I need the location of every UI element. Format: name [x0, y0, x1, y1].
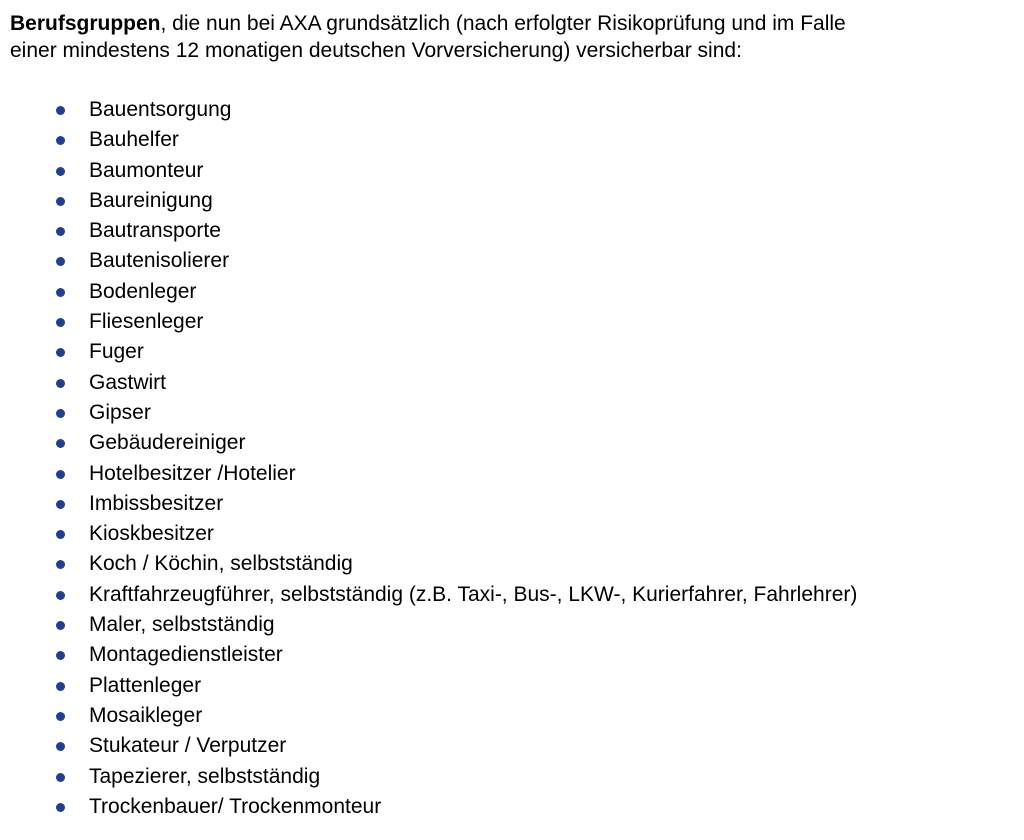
bullet-icon — [56, 500, 65, 509]
intro-lead: Berufsgruppen — [10, 12, 161, 35]
list-item-label: Koch / Köchin, selbstständig — [89, 552, 353, 576]
bullet-icon — [56, 591, 65, 600]
bullet-icon — [56, 470, 65, 479]
bullet-icon — [56, 803, 65, 812]
list-item-label: Baureinigung — [89, 188, 213, 212]
list-item-label: Bautransporte — [89, 219, 221, 243]
list-item-label: Stukateur / Verputzer — [89, 734, 287, 758]
intro-line1-rest: , die nun bei AXA grundsätzlich (nach erfolgter Risikoprüfung und im Falle — [160, 12, 846, 35]
list-item-label: Imbissbesitzer — [89, 491, 224, 515]
bullet-icon — [56, 621, 65, 630]
list-item-label: Tapezierer, selbstständig — [89, 764, 321, 788]
bullet-icon — [56, 318, 65, 327]
bullet-icon — [56, 439, 65, 448]
list-item-label: Mosaikleger — [89, 703, 203, 727]
list-item-label: Bauhelfer — [89, 128, 179, 152]
list-item-label: Fliesenleger — [89, 310, 204, 334]
bullet-icon — [56, 379, 65, 388]
list-item-label: Kraftfahrzeugführer, selbstständig (z.B. Taxi-, Bus-, LKW-, Kurierfahrer, Fahrlehrer) — [89, 582, 858, 606]
list-item-label: Bodenleger — [89, 279, 197, 303]
list-item-label: Gipser — [89, 400, 151, 424]
list-item-label: Gebäudereiniger — [89, 431, 246, 455]
intro-line2: einer mindestens 12 monatigen deutschen Vorversicherung) versicherbar sind: — [10, 39, 742, 62]
intro-paragraph — [10, 10, 1020, 64]
bullet-icon — [56, 136, 65, 145]
bullet-icon — [56, 560, 65, 569]
bullet-icon — [56, 742, 65, 751]
bullet-icon — [56, 712, 65, 721]
bullet-icon — [56, 227, 65, 236]
bullet-icon — [56, 197, 65, 206]
list-item-label: Kioskbesitzer — [89, 522, 214, 546]
bullet-icon — [56, 348, 65, 357]
bullet-icon — [56, 530, 65, 539]
bullet-icon — [56, 409, 65, 418]
list-item-label: Gastwirt — [89, 370, 167, 394]
list-item-label: Trockenbauer/ Trockenmonteur — [89, 794, 382, 818]
bullet-icon — [56, 773, 65, 782]
list-item-label: Baumonteur — [89, 158, 204, 182]
bullet-icon — [56, 288, 65, 297]
bullet-icon — [56, 682, 65, 691]
list-item-label: Bauentsorgung — [89, 98, 232, 121]
list-item-label: Plattenleger — [89, 673, 202, 697]
bullet-icon — [56, 257, 65, 266]
list-item-label: Hotelbesitzer /Hotelier — [89, 461, 296, 485]
list-item-label: Fuger — [89, 340, 144, 364]
list-item-label: Maler, selbstständig — [89, 613, 275, 637]
bullet-icon — [56, 167, 65, 176]
bullet-icon — [56, 106, 65, 115]
list-item-label: Montagedienstleister — [89, 643, 283, 667]
bullet-icon — [56, 651, 65, 660]
list-item-label: Bautenisolierer — [89, 249, 230, 273]
